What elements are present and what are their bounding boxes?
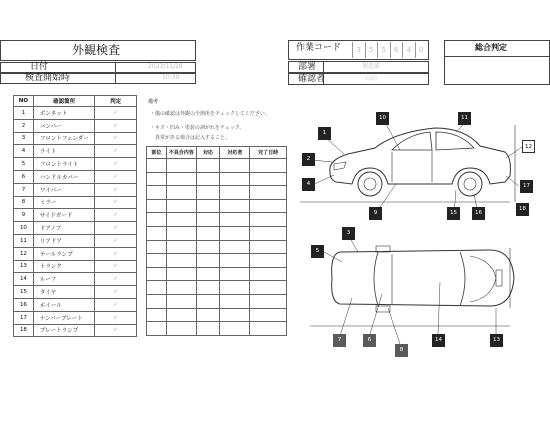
damage-record-cell[interactable] — [147, 308, 167, 322]
checklist-judgement-mark[interactable]: ✓ — [95, 158, 137, 171]
checklist-table — [13, 95, 137, 337]
damage-record-cell[interactable] — [166, 213, 196, 227]
page-title: 外観検査 — [72, 43, 121, 57]
damage-record-cell[interactable] — [196, 267, 220, 281]
notes-heading: 備考 — [148, 99, 159, 105]
damage-record-cell[interactable] — [220, 254, 250, 268]
checklist-no: 6 — [14, 170, 34, 183]
checklist-row — [14, 119, 137, 132]
work-code-digit: 6 — [390, 42, 403, 58]
damage-record-row — [147, 159, 287, 173]
checklist-no: 1 — [14, 107, 34, 120]
damage-record-cell[interactable] — [147, 172, 167, 186]
damage-record-cell[interactable] — [166, 240, 196, 254]
damage-record-table — [146, 146, 287, 336]
damage-record-cell[interactable] — [196, 186, 220, 200]
damage-record-row — [147, 226, 287, 240]
callout-badge: 8 — [395, 344, 408, 357]
checklist-row — [14, 170, 137, 183]
checklist-row — [14, 286, 137, 299]
checklist-judgement-mark[interactable]: ✓ — [95, 311, 137, 324]
checklist-judgement-mark[interactable]: ✓ — [95, 107, 137, 120]
work-code-digit: 5 — [377, 42, 390, 58]
checklist-no: 2 — [14, 119, 34, 132]
inspector-value[interactable]: 山田 — [365, 75, 378, 82]
checklist-location: サイドガード — [33, 209, 94, 222]
checklist-judgement-mark[interactable]: ✓ — [95, 183, 137, 196]
damage-record-cell[interactable] — [196, 159, 220, 173]
checklist-location: ドアノブ — [33, 222, 94, 235]
damage-record-row — [147, 281, 287, 295]
checklist-no: 16 — [14, 298, 34, 311]
callout-badge: 13 — [490, 334, 503, 347]
col-header-judgement: 判定 — [95, 96, 137, 107]
damage-record-cell[interactable] — [250, 240, 287, 254]
checklist-location: フロントフェンダー — [33, 132, 94, 145]
checklist-no: 10 — [14, 222, 34, 235]
checklist-judgement-mark[interactable]: ✓ — [95, 286, 137, 299]
damage-record-cell[interactable] — [196, 199, 220, 213]
damage-record-cell[interactable] — [166, 322, 196, 336]
damage-record-row — [147, 213, 287, 227]
checklist-no: 17 — [14, 311, 34, 324]
damage-record-row — [147, 322, 287, 336]
checklist-row — [14, 132, 137, 145]
checklist-no: 12 — [14, 247, 34, 260]
checklist-location: ホイール — [33, 298, 94, 311]
checklist-location: ライト — [33, 145, 94, 158]
col-header-completion: 完了日時 — [250, 147, 287, 159]
damage-record-cell[interactable] — [220, 172, 250, 186]
date-value[interactable]: 2023/11/28 — [148, 63, 183, 70]
damage-record-cell[interactable] — [220, 159, 250, 173]
damage-record-cell[interactable] — [166, 254, 196, 268]
damage-record-cell[interactable] — [220, 308, 250, 322]
checklist-location: ワイパー — [33, 183, 94, 196]
damage-record-cell[interactable] — [147, 213, 167, 227]
damage-record-cell[interactable] — [166, 281, 196, 295]
work-code-digit: 0 — [415, 42, 428, 58]
callout-badge: 9 — [369, 207, 382, 220]
callout-badge: 18 — [516, 203, 529, 216]
dept-value[interactable]: 製造部 — [362, 63, 381, 70]
damage-record-cell[interactable] — [147, 281, 167, 295]
callout-badge: 15 — [447, 207, 460, 220]
damage-record-cell[interactable] — [220, 240, 250, 254]
callout-badge: 10 — [376, 112, 389, 125]
checklist-location: フロントライト — [33, 158, 94, 171]
col-header-action: 対応 — [196, 147, 220, 159]
checklist-row — [14, 298, 137, 311]
damage-record-cell[interactable] — [220, 226, 250, 240]
checklist-judgement-mark[interactable]: ✓ — [95, 196, 137, 209]
checklist-row — [14, 107, 137, 120]
damage-record-cell[interactable] — [166, 172, 196, 186]
damage-record-cell[interactable] — [250, 281, 287, 295]
checklist-no: 11 — [14, 234, 34, 247]
checklist-judgement-mark[interactable]: ✓ — [95, 260, 137, 273]
work-code-digits[interactable] — [352, 42, 427, 58]
damage-record-cell[interactable] — [220, 213, 250, 227]
checklist-no: 15 — [14, 286, 34, 299]
callout-badge: 7 — [333, 334, 346, 347]
checklist-location: テールランプ — [33, 247, 94, 260]
checklist-row — [14, 260, 137, 273]
col-header-no: NO — [14, 96, 34, 107]
checklist-no: 14 — [14, 273, 34, 286]
checklist-location: ルーフ — [33, 273, 94, 286]
damage-record-row — [147, 240, 287, 254]
damage-record-cell[interactable] — [220, 186, 250, 200]
damage-record-row — [147, 199, 287, 213]
damage-record-cell[interactable] — [166, 199, 196, 213]
damage-record-row — [147, 254, 287, 268]
work-code-digit: 4 — [402, 42, 415, 58]
damage-record-cell[interactable] — [250, 267, 287, 281]
callout-badge: 16 — [472, 207, 485, 220]
damage-record-cell[interactable] — [196, 240, 220, 254]
checklist-location: トランク — [33, 260, 94, 273]
damage-record-cell[interactable] — [147, 240, 167, 254]
checklist-row — [14, 222, 137, 235]
damage-record-cell[interactable] — [166, 186, 196, 200]
checklist-no: 7 — [14, 183, 34, 196]
damage-record-cell[interactable] — [220, 281, 250, 295]
checklist-row — [14, 247, 137, 260]
checklist-row — [14, 209, 137, 222]
checklist-judgement-mark[interactable]: ✓ — [95, 132, 137, 145]
damage-record-cell[interactable] — [250, 226, 287, 240]
checklist-location: ハンドルカバー — [33, 170, 94, 183]
damage-record-cell[interactable] — [147, 159, 167, 173]
callout-badge: 3 — [342, 227, 355, 240]
checklist-judgement-mark[interactable]: ✓ — [95, 324, 137, 337]
damage-record-cell[interactable] — [166, 159, 196, 173]
start-time-label: 検査開始時 — [25, 73, 71, 83]
damage-record-cell[interactable] — [250, 254, 287, 268]
date-label: 日付 — [30, 62, 49, 72]
work-code-label: 作業コード — [296, 43, 342, 53]
damage-record-cell[interactable] — [250, 159, 287, 173]
car-side-view-diagram — [300, 110, 530, 220]
damage-record-cell[interactable] — [196, 226, 220, 240]
checklist-no: 5 — [14, 158, 34, 171]
callout-badge: 17 — [520, 180, 533, 193]
damage-record-cell[interactable] — [196, 308, 220, 322]
checklist-judgement-mark[interactable]: ✓ — [95, 222, 137, 235]
damage-record-cell[interactable] — [147, 294, 167, 308]
damage-record-cell[interactable] — [166, 226, 196, 240]
work-code-digit: 3 — [352, 42, 365, 58]
damage-record-cell[interactable] — [250, 322, 287, 336]
damage-record-cell[interactable] — [250, 199, 287, 213]
checklist-judgement-mark[interactable]: ✓ — [95, 119, 137, 132]
col-header-part: 部位 — [147, 147, 167, 159]
checklist-row — [14, 273, 137, 286]
car-top-view-diagram — [300, 228, 530, 348]
checklist-judgement-mark[interactable]: ✓ — [95, 145, 137, 158]
notes-line: ・傷の確認は外観の全箇所をチェックしてください。 — [150, 111, 270, 117]
callout-badge: 11 — [458, 112, 471, 125]
damage-record-cell[interactable] — [250, 172, 287, 186]
col-header-defect: 不具合内容 — [166, 147, 196, 159]
checklist-location: プレートランプ — [33, 324, 94, 337]
checklist-row — [14, 311, 137, 324]
damage-record-cell[interactable] — [220, 322, 250, 336]
damage-record-cell[interactable] — [250, 213, 287, 227]
checklist-row — [14, 234, 137, 247]
checklist-no: 13 — [14, 260, 34, 273]
checklist-row — [14, 324, 137, 337]
notes-line: 異常がある場合は記入すること。 — [150, 135, 231, 141]
start-time-value[interactable]: 10:30 — [162, 74, 180, 81]
damage-record-row — [147, 308, 287, 322]
damage-record-row — [147, 186, 287, 200]
damage-record-cell[interactable] — [196, 172, 220, 186]
damage-record-cell[interactable] — [147, 254, 167, 268]
callout-badge: 14 — [432, 334, 445, 347]
checklist-location: バンパー — [33, 119, 94, 132]
checklist-row — [14, 145, 137, 158]
dept-label: 部署 — [298, 62, 317, 72]
damage-record-cell[interactable] — [196, 322, 220, 336]
callout-badge: 4 — [302, 178, 315, 191]
checklist-judgement-mark[interactable]: ✓ — [95, 273, 137, 286]
callout-badge: 6 — [363, 334, 376, 347]
checklist-judgement-mark[interactable]: ✓ — [95, 234, 137, 247]
inspector-label: 確認者 — [298, 74, 326, 84]
checklist-row — [14, 183, 137, 196]
damage-record-cell[interactable] — [147, 267, 167, 281]
col-header-location: 確認箇所 — [33, 96, 94, 107]
damage-record-cell[interactable] — [166, 308, 196, 322]
checklist-judgement-mark[interactable]: ✓ — [95, 170, 137, 183]
callout-badge: 5 — [311, 245, 324, 258]
damage-record-cell[interactable] — [250, 186, 287, 200]
callout-badge: 2 — [302, 153, 315, 166]
checklist-location: ボンネット — [33, 107, 94, 120]
checklist-location: ナンバープレート — [33, 311, 94, 324]
damage-record-cell[interactable] — [147, 226, 167, 240]
damage-record-cell[interactable] — [166, 267, 196, 281]
damage-record-cell[interactable] — [220, 267, 250, 281]
damage-record-row — [147, 267, 287, 281]
damage-record-cell[interactable] — [147, 199, 167, 213]
checklist-judgement-mark[interactable]: ✓ — [95, 298, 137, 311]
damage-record-cell[interactable] — [196, 254, 220, 268]
checklist-row — [14, 158, 137, 171]
callout-badge: 12 — [522, 140, 535, 153]
damage-record-cell[interactable] — [250, 294, 287, 308]
overall-judgement-label: 総合判定 — [475, 43, 507, 52]
checklist-no: 3 — [14, 132, 34, 145]
checklist-location: リアドア — [33, 234, 94, 247]
damage-record-cell[interactable] — [147, 322, 167, 336]
damage-record-row — [147, 294, 287, 308]
checklist-no: 8 — [14, 196, 34, 209]
damage-record-cell[interactable] — [220, 199, 250, 213]
checklist-location: タイヤ — [33, 286, 94, 299]
damage-record-cell[interactable] — [220, 294, 250, 308]
notes-line: ・キズ・凹み・塗装の剥がれをチェック。 — [150, 125, 245, 131]
damage-record-cell[interactable] — [166, 294, 196, 308]
damage-record-row — [147, 172, 287, 186]
damage-record-cell[interactable] — [196, 281, 220, 295]
work-code-digit: 5 — [365, 42, 378, 58]
callout-badge: 1 — [318, 127, 331, 140]
damage-record-cell[interactable] — [147, 186, 167, 200]
checklist-row — [14, 196, 137, 209]
checklist-no: 18 — [14, 324, 34, 337]
damage-record-cell[interactable] — [196, 294, 220, 308]
col-header-handler: 対応者 — [220, 147, 250, 159]
damage-record-cell[interactable] — [250, 308, 287, 322]
checklist-judgement-mark[interactable]: ✓ — [95, 209, 137, 222]
checklist-no: 9 — [14, 209, 34, 222]
checklist-no: 4 — [14, 145, 34, 158]
checklist-judgement-mark[interactable]: ✓ — [95, 247, 137, 260]
checklist-location: ミラー — [33, 196, 94, 209]
damage-record-cell[interactable] — [196, 213, 220, 227]
